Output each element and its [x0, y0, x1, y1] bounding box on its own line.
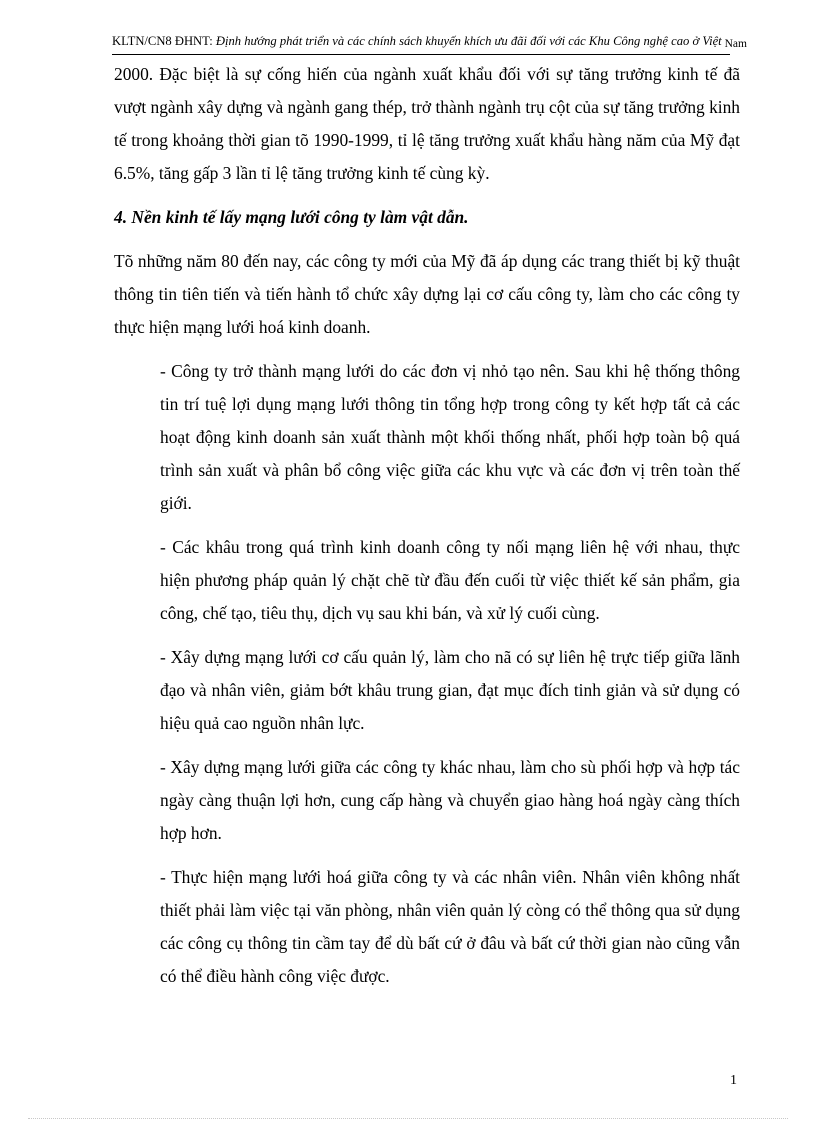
footer-divider	[28, 1118, 788, 1119]
bullet-item: - Công ty trở thành mạng lưới do các đơn vị nhỏ tạo nên. Sau khi hệ thống thông tin trí tuệ lợi dụng mạng lưới thông tin tổng hợp trong công ty kết hợp tất cả các hoạt động kinh doanh sản xuất thành một khối thống nhất, phối hợp toàn bộ quá trình sản xuất và phân bổ công việc giữa các khu vực và các đơn vị trên toàn thế giới.	[160, 361, 740, 513]
header-tail: Nam	[721, 38, 747, 50]
bullet-list	[160, 355, 740, 993]
header-prefix: KLTN/CN8 ĐHNT:	[112, 34, 216, 48]
running-header	[112, 32, 747, 55]
document-body	[114, 58, 740, 1004]
header-title: Định hướng phát triển và các chính sách khuyến khích ưu đãi đối với các Khu Công nghệ cao ở Việt	[215, 34, 722, 48]
bullet-item: - Thực hiện mạng lưới hoá giữa công ty và các nhân viên. Nhân viên không nhất thiết phải làm việc tại văn phòng, nhân viên quản lý còng có thể thông qua sử dụng các công cụ thông tin cầm tay để dù bất cứ ở đâu và bất cứ thời gian nào cũng vẫn có thể điều hành công việc được.	[160, 867, 740, 986]
bullet-item: - Xây dựng mạng lưới cơ cấu quản lý, làm cho nã có sự liên hệ trực tiếp giữa lãnh đạo và nhân viên, giảm bớt khâu trung gian, đạt mục đích tinh giản và sử dụng có hiệu quả cao nguồn nhân lực.	[160, 647, 740, 733]
lead-paragraph: 2000. Đặc biệt là sự cống hiến của ngành xuất khẩu đối với sự tăng trưởng kinh tế đã vượt ngành xây dựng và ngành gang thép, trở thành ngành trụ cột của sự tăng trưởng kinh tế trong khoảng thời gian tõ 1990-1999, tỉ lệ tăng trưởng xuất khẩu hàng năm của Mỹ đạt 6.5%, tăng gấp 3 lần tỉ lệ tăng trưởng kinh tế cùng kỳ.	[114, 64, 740, 183]
bullet-item: - Xây dựng mạng lưới giữa các công ty khác nhau, làm cho sù phối hợp và hợp tác ngày càng thuận lợi hơn, cung cấp hàng và chuyển giao hàng hoá ngày càng thích hợp hơn.	[160, 757, 740, 843]
intro-paragraph: Tõ những năm 80 đến nay, các công ty mới của Mỹ đã áp dụng các trang thiết bị kỹ thuật thông tin tiên tiến và tiến hành tổ chức xây dựng lại cơ cấu công ty, làm cho các công ty thực hiện mạng lưới hoá kinh doanh.	[114, 251, 740, 337]
section-heading: 4. Nền kinh tế lấy mạng lưới công ty làm vật dẫn.	[114, 207, 469, 227]
bullet-item: - Các khâu trong quá trình kinh doanh công ty nối mạng liên hệ với nhau, thực hiện phương pháp quản lý chặt chẽ từ đầu đến cuối từ việc thiết kế sản phẩm, gia công, chế tạo, tiêu thụ, dịch vụ sau khi bán, và xử lý cuối cùng.	[160, 537, 740, 623]
page-number: 1	[730, 1073, 737, 1088]
